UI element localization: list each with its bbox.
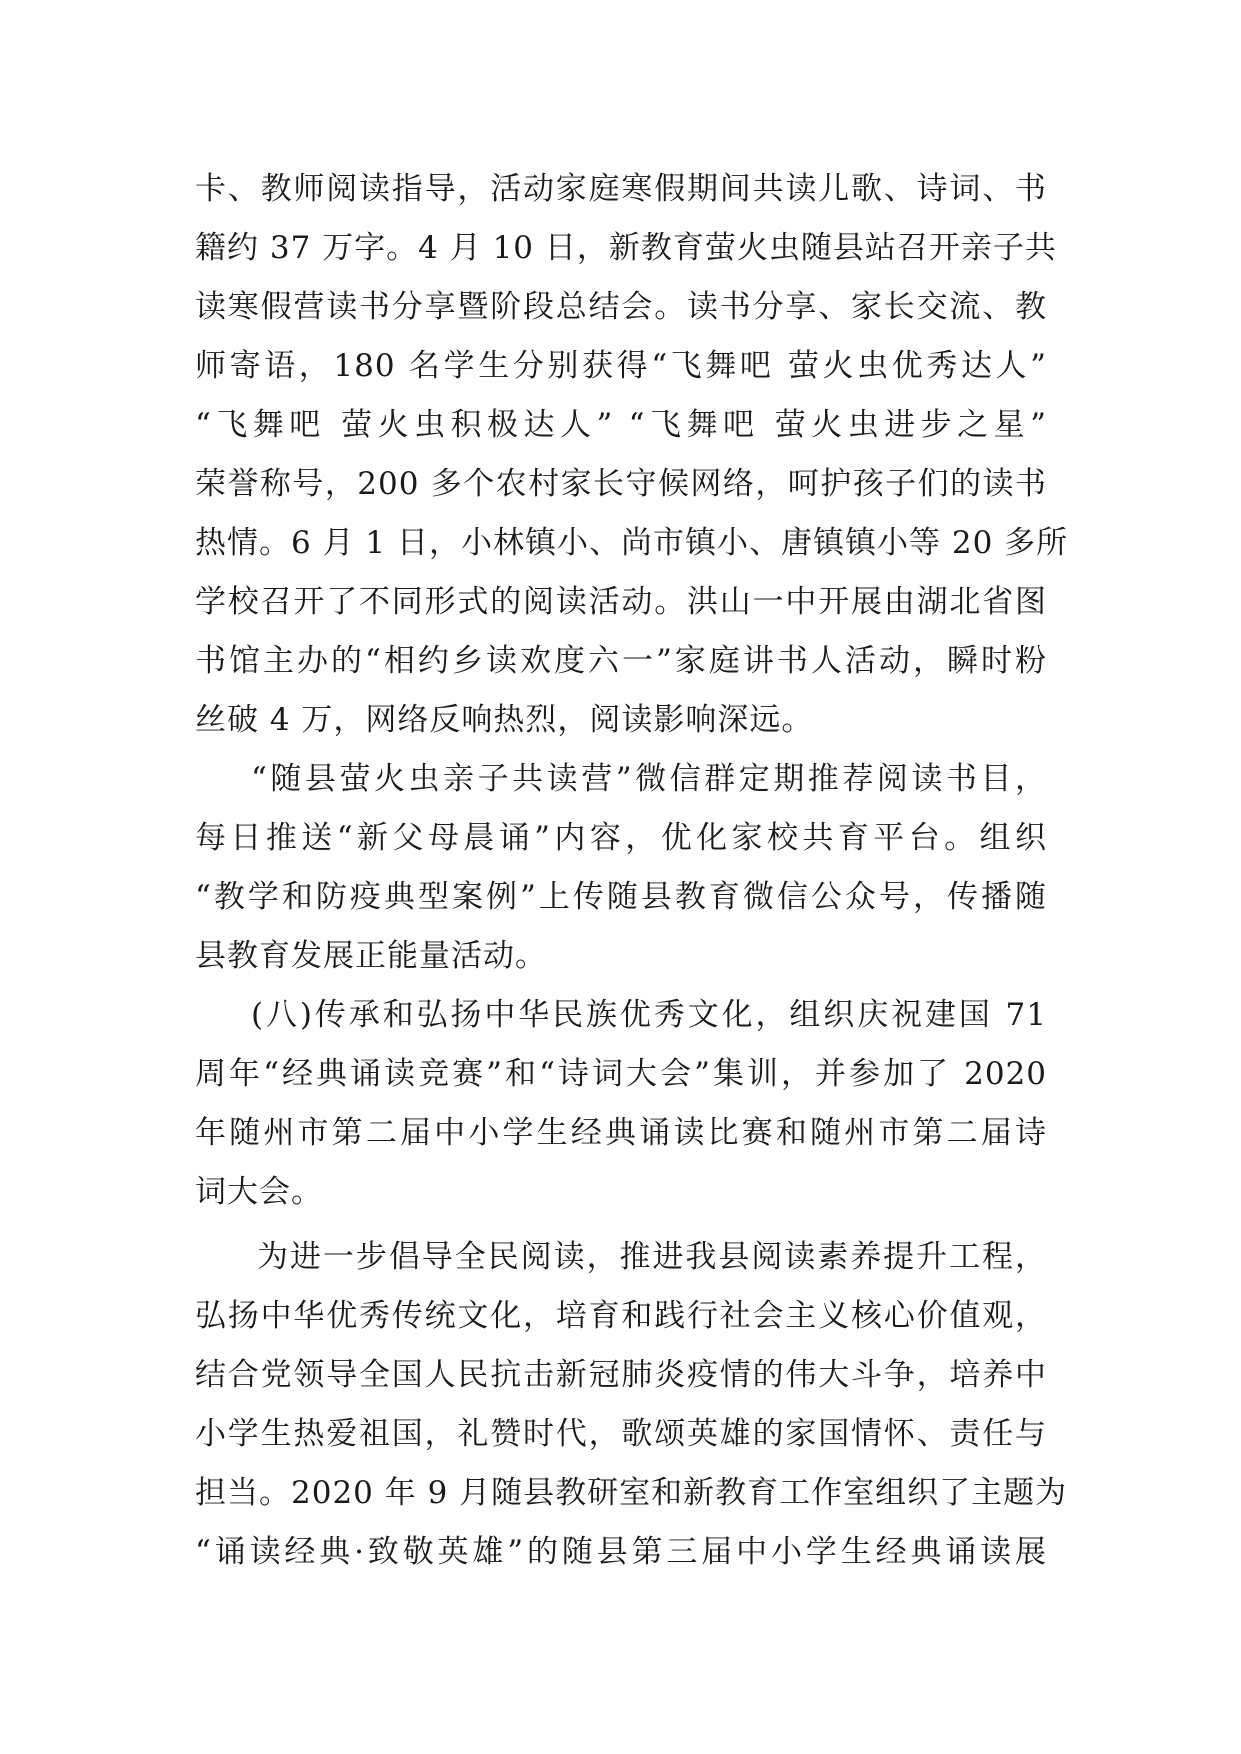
text-line: 词大会。 bbox=[195, 1174, 323, 1210]
text-line: 师寄语，180 名学生分别获得“飞舞吧 萤火虫优秀达人” bbox=[195, 348, 1047, 384]
text-line: (八)传承和弘扬中华民族优秀文化，组织庆祝建国 71 bbox=[251, 997, 1047, 1033]
paragraph-reading-activities bbox=[195, 160, 1069, 750]
text-line: “诵读经典·致敬英雄”的随县第三届中小学生经典诵读展 bbox=[195, 1534, 1047, 1570]
text-line: 书馆主办的“相约乡读欢度六一”家庭讲书人活动，瞬时粉 bbox=[195, 643, 1047, 679]
text-line: 周年“经典诵读竞赛”和“诗词大会”集训，并参加了 2020 bbox=[195, 1056, 1047, 1092]
text-line: 结合党领导全国人民抗击新冠肺炎疫情的伟大斗争，培养中 bbox=[195, 1357, 1047, 1393]
text-line: 县教育发展正能量活动。 bbox=[195, 938, 547, 974]
text-line: 弘扬中华优秀传统文化，培育和践行社会主义核心价值观， bbox=[195, 1298, 1047, 1334]
text-line: 读寒假营读书分享暨阶段总结会。读书分享、家长交流、教 bbox=[195, 289, 1047, 325]
text-line: “飞舞吧 萤火虫积极达人” “飞舞吧 萤火虫进步之星” bbox=[195, 407, 1047, 443]
text-line: 每日推送“新父母晨诵”内容，优化家校共育平台。组织 bbox=[195, 820, 1047, 856]
text-line: “教学和防疫典型案例”上传随县教育微信公众号，传播随 bbox=[195, 879, 1047, 915]
text-line: 担当。2020 年 9 月随县教研室和新教育工作室组织了主题为 bbox=[195, 1475, 1068, 1511]
text-line: 小学生热爱祖国，礼赞时代，歌颂英雄的家国情怀、责任与 bbox=[195, 1416, 1047, 1452]
text-line: 丝破 4 万，网络反响热烈，阅读影响深远。 bbox=[195, 702, 814, 738]
paragraph-wechat-group bbox=[195, 750, 1047, 986]
text-line: 为进一步倡导全民阅读，推进我县阅读素养提升工程， bbox=[257, 1239, 1047, 1275]
text-line: “随县萤火虫亲子共读营”微信群定期推荐阅读书目， bbox=[251, 761, 1047, 797]
text-line: 学校召开了不同形式的阅读活动。洪山一中开展由湖北省图 bbox=[195, 584, 1047, 620]
text-line: 籍约 37 万字。4 月 10 日，新教育萤火虫随县站召开亲子共 bbox=[195, 230, 1057, 266]
paragraph-section-eight bbox=[195, 986, 1047, 1222]
text-line: 年随州市第二届中小学生经典诵读比赛和随州市第二届诗 bbox=[195, 1115, 1047, 1151]
text-line: 荣誉称号，200 多个农村家长守候网络，呵护孩子们的读书 bbox=[195, 466, 1047, 502]
text-line: 卡、教师阅读指导，活动家庭寒假期间共读儿歌、诗词、书 bbox=[195, 171, 1047, 207]
paragraph-national-reading bbox=[195, 1228, 1068, 1582]
text-line: 热情。6 月 1 日，小林镇小、尚市镇小、唐镇镇小等 20 多所 bbox=[195, 525, 1069, 561]
document-body bbox=[195, 160, 1069, 1582]
